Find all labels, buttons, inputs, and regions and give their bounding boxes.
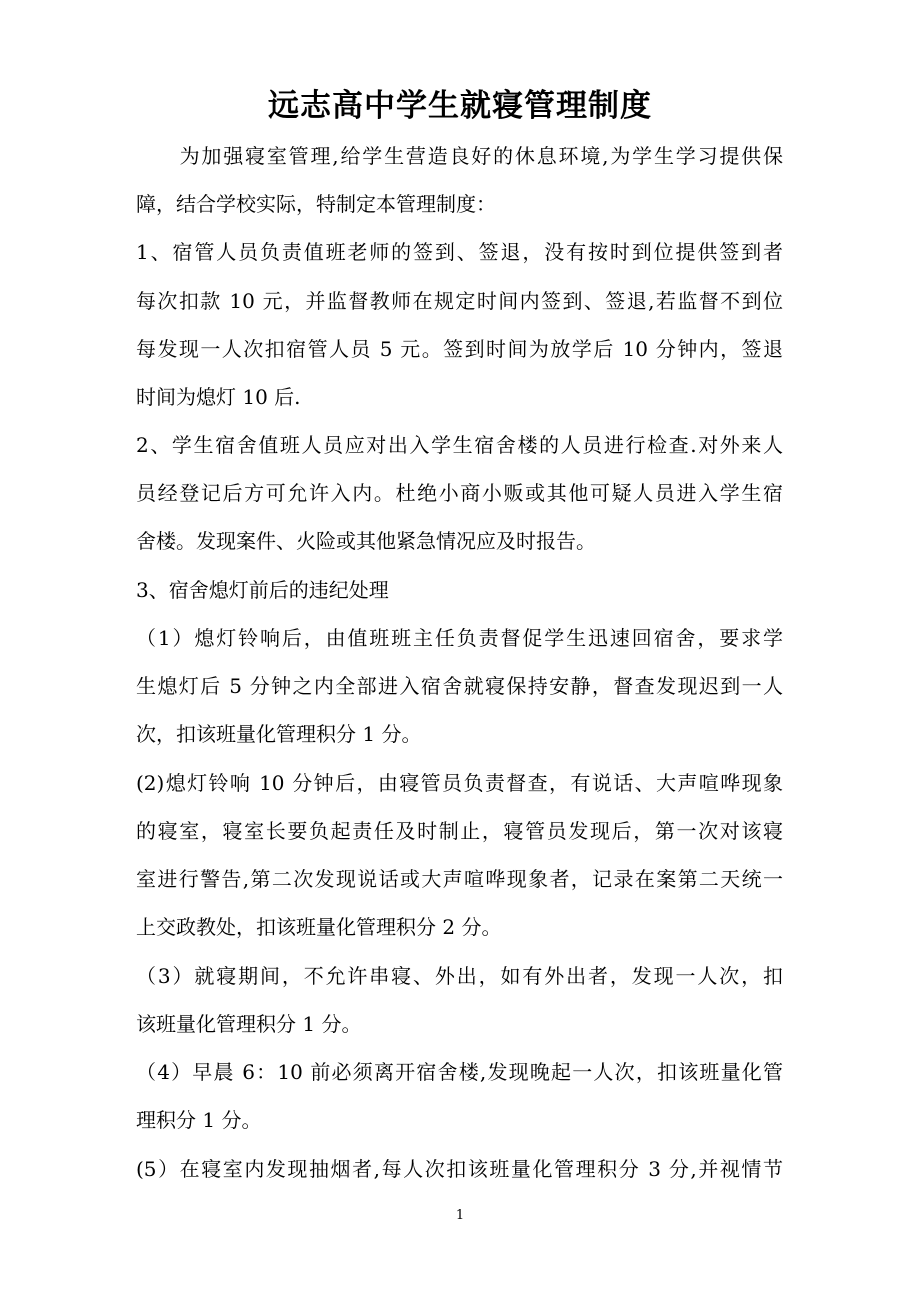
body-line: （3）就寝期间，不允许串寝、外出，如有外出者，发现一人次，扣: [136, 964, 783, 988]
body-line: （4）早晨 6：10 前必须离开宿舍楼,发现晚起一人次，扣该班量化管: [136, 1060, 783, 1084]
body-line: 次，扣该班量化管理积分 1 分。: [136, 722, 422, 746]
body-line: 员经登记后方可允许入内。杜绝小商小贩或其他可疑人员进入学生宿: [136, 481, 783, 505]
body-line: 的寝室，寝室长要负起责任及时制止，寝管员发现后，第一次对该寝: [136, 819, 783, 843]
body-line: （1）熄灯铃响后，由值班班主任负责督促学生迅速回宿舍，要求学: [136, 626, 783, 650]
body-line: 该班量化管理积分 1 分。: [136, 1012, 362, 1036]
body-line: (5）在寝室内发现抽烟者,每人次扣该班量化管理积分 3 分,并视情节: [136, 1157, 783, 1181]
body-line: 3、宿舍熄灯前后的违纪处理: [136, 578, 389, 602]
body-line: 舍楼。发现案件、火险或其他紧急情况应及时报告。: [136, 529, 596, 553]
body-line: 障，结合学校实际，特制定本管理制度：: [136, 192, 496, 216]
body-line: 上交政教处，扣该班量化管理积分 2 分。: [136, 915, 502, 939]
body-line: 每发现一人次扣宿管人员 5 元。签到时间为放学后 10 分钟内，签退: [136, 337, 783, 361]
body-line: 生熄灯后 5 分钟之内全部进入宿舍就寝保持安静，督查发现迟到一人: [136, 674, 783, 698]
body-line: 每次扣款 10 元，并监督教师在规定时间内签到、签退,若监督不到位: [136, 289, 783, 313]
body-line: 理积分 1 分。: [136, 1108, 262, 1132]
body-line: 1、宿管人员负责值班老师的签到、签退，没有按时到位提供签到者: [136, 240, 783, 264]
body-line: 为加强寝室管理,给学生营造良好的休息环境,为学生学习提供保: [136, 144, 783, 168]
document-title: 远志高中学生就寝管理制度: [268, 88, 652, 124]
body-line: (2)熄灯铃响 10 分钟后，由寝管员负责督查，有说话、大声喧哗现象: [136, 771, 783, 795]
body-line: 室进行警告,第二次发现说话或大声喧哗现象者，记录在案第二天统一: [136, 867, 783, 891]
body-line: 时间为熄灯 10 后.: [136, 385, 301, 409]
page-number: 1: [455, 1208, 465, 1223]
body-line: 2、学生宿舍值班人员应对出入学生宿舍楼的人员进行检查.对外来人: [136, 433, 783, 457]
